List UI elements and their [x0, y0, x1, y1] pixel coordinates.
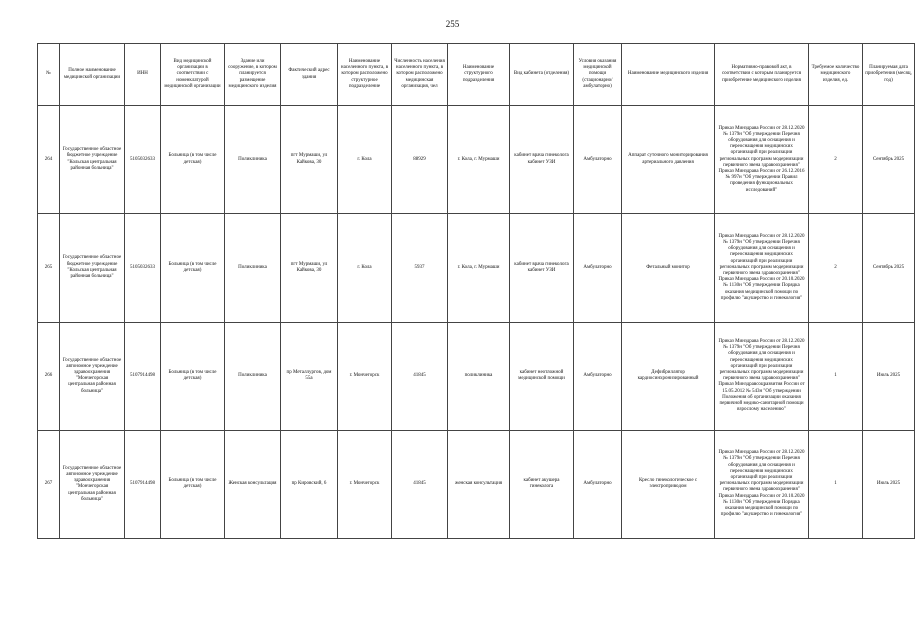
equipment-table — [37, 43, 915, 539]
population: 41845 — [392, 322, 448, 430]
header-cell: Условия оказания медицинской помощи (стационарно/амбулаторно) — [574, 44, 622, 106]
structural-unit: поликлиника — [448, 322, 510, 430]
header-cell: Наименование структурного подразделения — [448, 44, 510, 106]
organization-type: Больница (в том числе детская) — [161, 214, 225, 322]
settlement: г. Кола — [338, 214, 392, 322]
organization-name: Государственное областное бюджетное учреждение "Кольская центральная районная больница" — [60, 214, 125, 322]
building: Женская консультация — [225, 430, 281, 538]
population: 41845 — [392, 430, 448, 538]
settlement: г. Мончегорск — [338, 430, 392, 538]
row-number: 266 — [38, 322, 60, 430]
header-cell: Наименование населенного пункта, в котором расположено структурное подразделение — [338, 44, 392, 106]
structural-unit: женская консультация — [448, 430, 510, 538]
address: пр Металлургов, дом 55а — [281, 322, 338, 430]
quantity: 2 — [809, 214, 863, 322]
building: Поликлиника — [225, 106, 281, 214]
device-name: Фетальный монитор — [622, 214, 715, 322]
header-cell: Требуемое количество медицинского изделия, ед. — [809, 44, 863, 106]
structural-unit: г. Кола, г. Мурмаши — [448, 106, 510, 214]
header-cell: Планируемая дата приобретения (месяц, год) — [863, 44, 915, 106]
header-cell: Вид медицинской организации в соответствии с номенклатурой медицинской организации — [161, 44, 225, 106]
header-cell: Полное наименование медицинской организации — [60, 44, 125, 106]
address: пгт Мурмаши, ул Кайкова, 30 — [281, 214, 338, 322]
organization-type: Больница (в том числе детская) — [161, 106, 225, 214]
table-row — [38, 322, 915, 430]
building: Поликлиника — [225, 214, 281, 322]
care-conditions: Амбулаторно — [574, 322, 622, 430]
inn: 5107914498 — [125, 430, 161, 538]
header-row — [38, 44, 915, 106]
planned-date: Июль 2025 — [863, 322, 915, 430]
header-cell: Нормативно-правовой акт, в соответствии с которым планируется приобретение медицинского изделия — [715, 44, 809, 106]
header-cell: Здание или сооружение, в котором планируется размещение медицинского изделия — [225, 44, 281, 106]
device-name: Кресло гинекологическое с электроприводом — [622, 430, 715, 538]
address: пр Кировский, 6 — [281, 430, 338, 538]
header-cell: Фактический адрес здания — [281, 44, 338, 106]
planned-date: Июль 2025 — [863, 430, 915, 538]
header-cell: ИНН — [125, 44, 161, 106]
header-cell: Наименование медицинского изделия — [622, 44, 715, 106]
organization-type: Больница (в том числе детская) — [161, 430, 225, 538]
inn: 5107914498 — [125, 322, 161, 430]
table-row — [38, 106, 915, 214]
quantity: 2 — [809, 106, 863, 214]
inn: 5105032633 — [125, 106, 161, 214]
quantity: 1 — [809, 430, 863, 538]
care-conditions: Амбулаторно — [574, 106, 622, 214]
population: 5937 — [392, 214, 448, 322]
header-cell: Вид кабинета (отделения) — [510, 44, 574, 106]
header-cell: № — [38, 44, 60, 106]
building: Поликлиника — [225, 322, 281, 430]
care-conditions: Амбулаторно — [574, 430, 622, 538]
inn: 5105032633 — [125, 214, 161, 322]
planned-date: Сентябрь 2025 — [863, 106, 915, 214]
settlement: г. Кола — [338, 106, 392, 214]
table-row — [38, 214, 915, 322]
row-number: 264 — [38, 106, 60, 214]
population: 88929 — [392, 106, 448, 214]
row-number: 267 — [38, 430, 60, 538]
quantity: 1 — [809, 322, 863, 430]
address: пгт Мурмаши, ул Кайкова, 30 — [281, 106, 338, 214]
page-number: 255 — [445, 19, 460, 29]
planned-date: Сентябрь 2025 — [863, 214, 915, 322]
legal-act: Приказ Минздрава России от 28.12.2020 № 1379н "Об утверждении Перечня оборудования для оснащения и переоснащения медицинских организаций при реализации региональных программ модернизации первичного звена здравоохранения" Приказ Минздрава России от 20.10.2020 № 1130н "Об утверждении Порядка оказания медицинской помощи по профилю "акушерство и гинекология" — [715, 214, 809, 322]
legal-act: Приказ Минздрава России от 28.12.2020 № 1379н "Об утверждении Перечня оборудования для оснащения и переоснащения медицинских организаций при реализации региональных программ модернизации первичного звена здравоохранения" Приказ Минздрава России от 26.12.2016 № 997н "Об утверждении Правил проведения функциональных исследований" — [715, 106, 809, 214]
header-cell: Численность населения населенного пункта, в котором расположено медицинская организация, чел — [392, 44, 448, 106]
organization-name: Государственное областное автономное учреждение здравоохранения "Мончегорская центральная районная больница" — [60, 322, 125, 430]
organization-type: Больница (в том числе детская) — [161, 322, 225, 430]
legal-act: Приказ Минздрава России от 28.12.2020 № 1379н "Об утверждении Перечня оборудования для оснащения и переоснащения медицинских организаций при реализации региональных программ модернизации первичного звена здравоохранения" Приказ Минздравсоцразвития России от 15.05.2012 № 543н "Об утверждении Положения об организации оказания первичной медико-санитарной помощи взрослому населению" — [715, 322, 809, 430]
settlement: г. Мончегорск — [338, 322, 392, 430]
cabinet-type: кабинет врача гинеколога кабинет УЗИ — [510, 106, 574, 214]
legal-act: Приказ Минздрава России от 28.12.2020 № 1379н "Об утверждении Перечня оборудования для оснащения и переоснащения медицинских организаций при реализации региональных программ модернизации первичного звена здравоохранения" Приказ Минздрава России от 20.10.2020 № 1130н "Об утверждении Порядка оказания медицинской помощи по профилю "акушерство и гинекология" — [715, 430, 809, 538]
cabinet-type: кабинет врача гинеколога кабинет УЗИ — [510, 214, 574, 322]
care-conditions: Амбулаторно — [574, 214, 622, 322]
organization-name: Государственное областное автономное учреждение здравоохранения "Мончегорская центральная районная больница" — [60, 430, 125, 538]
cabinet-type: кабинет акушера гинеколога — [510, 430, 574, 538]
device-name: Дефибриллятор кардиосинхронизированный — [622, 322, 715, 430]
device-name: Аппарат суточного мониторирования артериального давления — [622, 106, 715, 214]
organization-name: Государственное областное бюджетное учреждение "Кольская центральная районная больница" — [60, 106, 125, 214]
table-row — [38, 430, 915, 538]
structural-unit: г. Кола, г. Мурмаши — [448, 214, 510, 322]
row-number: 265 — [38, 214, 60, 322]
cabinet-type: кабинет неотложной медицинской помощи — [510, 322, 574, 430]
